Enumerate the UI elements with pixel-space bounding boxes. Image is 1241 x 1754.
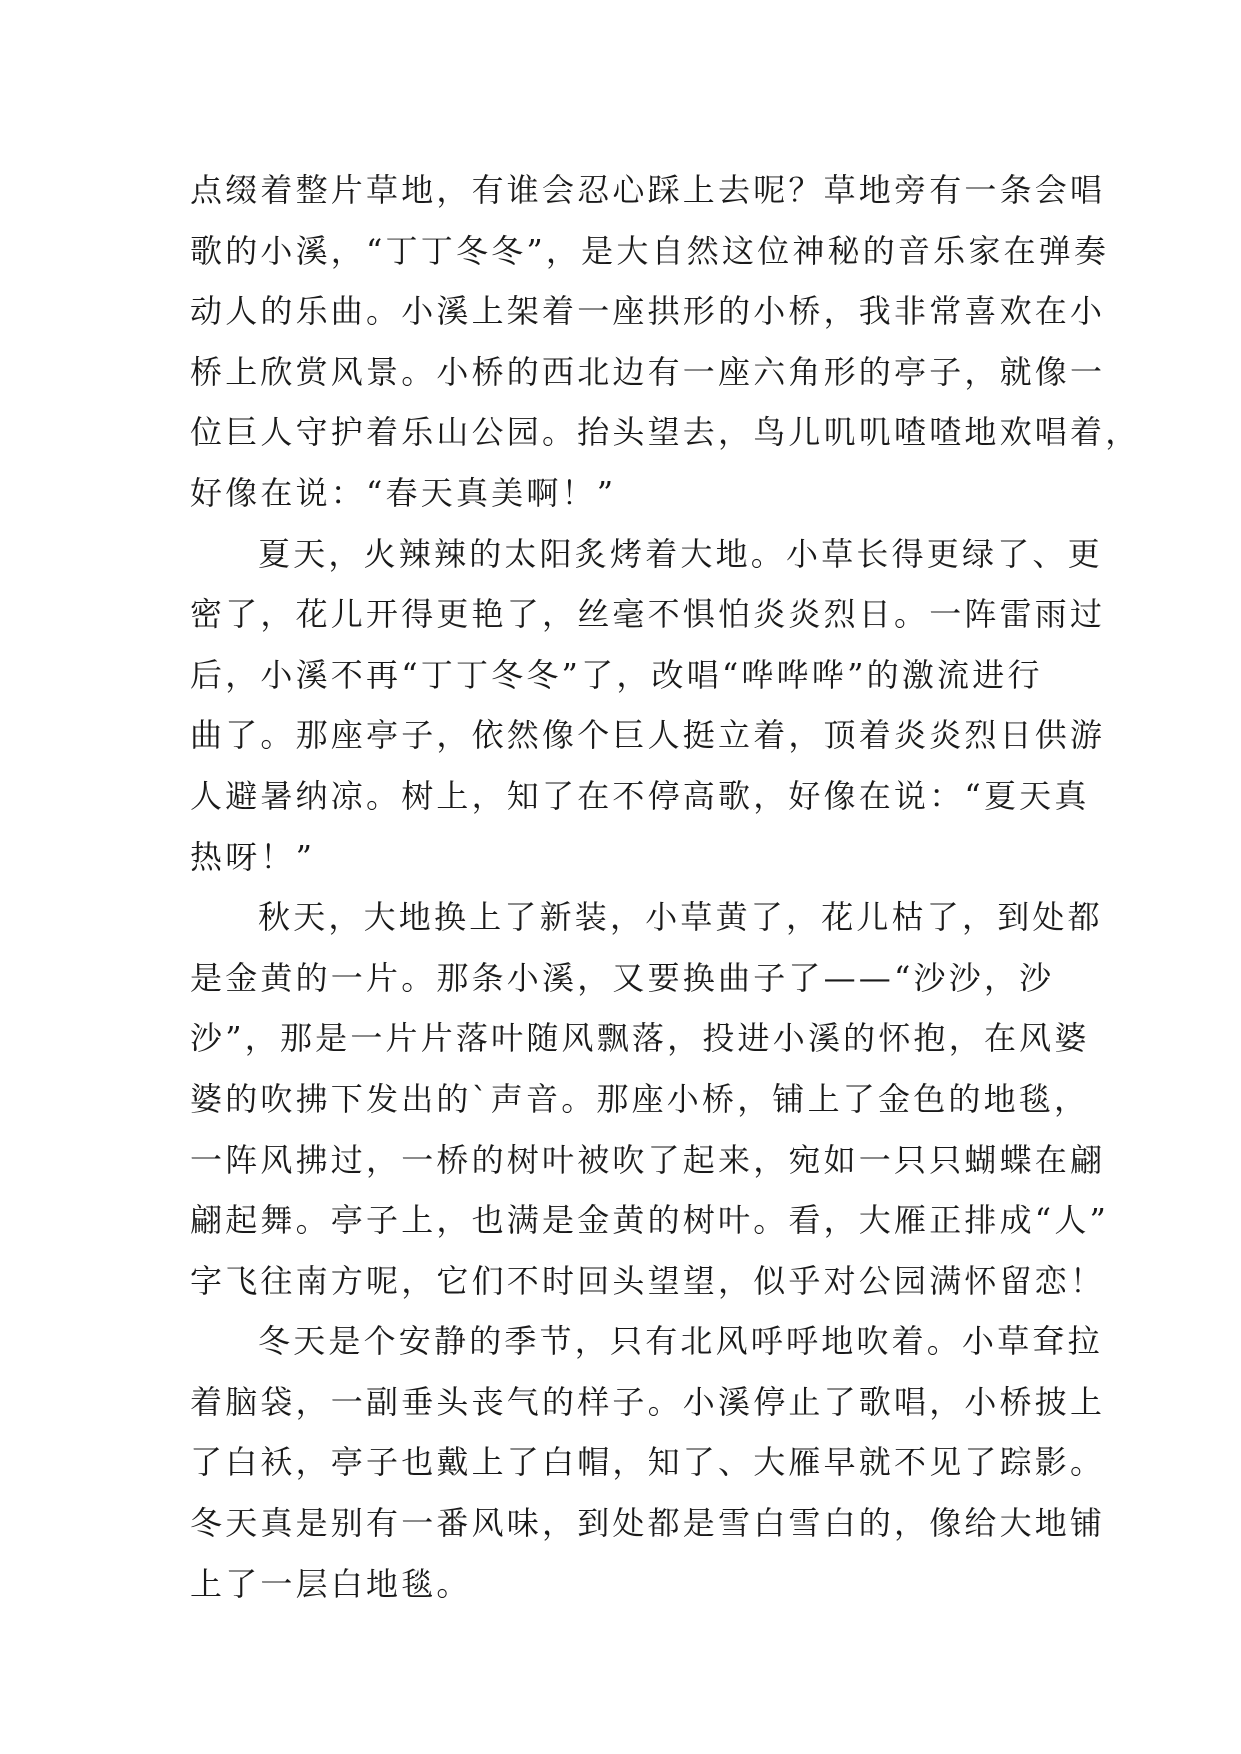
paragraph-winter	[190, 1311, 1106, 1614]
paragraph-spring	[190, 160, 1141, 524]
text-line: 后，小溪不再“丁丁冬冬”了，改唱“哗哗哗”的激流进行	[190, 655, 1043, 694]
text-line: 着脑袋，一副垂头丧气的样子。小溪停止了歌唱，小桥披上	[190, 1382, 1106, 1421]
text-line: 夏天，火辣辣的太阳炙烤着大地。小草长得更绿了、更	[258, 534, 1103, 573]
text-line: 翩起舞。亭子上，也满是金黄的树叶。看，大雁正排成“人”	[190, 1201, 1110, 1240]
paragraph-summer	[190, 524, 1106, 888]
text-line: 一阵风拂过，一桥的树叶被吹了起来，宛如一只只蝴蝶在翩	[190, 1140, 1106, 1179]
text-line: 歌的小溪，“丁丁冬冬”，是大自然这位神秘的音乐家在弹奏	[190, 231, 1110, 270]
text-line: 上了一层白地毯。	[190, 1564, 472, 1603]
text-line: 密了，花儿开得更艳了，丝毫不惧怕炎炎烈日。一阵雷雨过	[190, 595, 1106, 634]
text-line: 位巨人守护着乐山公园。抬头望去，鸟儿叽叽喳喳地欢唱着，	[190, 413, 1141, 452]
text-line: 人避暑纳凉。树上，知了在不停高歌，好像在说：“夏天真	[190, 776, 1090, 815]
paragraph-autumn	[190, 887, 1110, 1311]
text-line: 婆的吹拂下发出的`声音。那座小桥，铺上了金色的地毯，	[190, 1079, 1090, 1118]
text-line: 曲了。那座亭子，依然像个巨人挺立着，顶着炎炎烈日供游	[190, 716, 1106, 755]
text-line: 动人的乐曲。小溪上架着一座拱形的小桥，我非常喜欢在小	[190, 292, 1106, 331]
text-line: 热呀！”	[190, 837, 316, 876]
text-line: 好像在说：“春天真美啊！”	[190, 473, 617, 512]
text-line: 秋天，大地换上了新装，小草黄了，花儿枯了，到处都	[258, 898, 1103, 937]
text-line: 字飞往南方呢，它们不时回头望望，似乎对公园满怀留恋！	[190, 1261, 1106, 1300]
text-line: 了白袄，亭子也戴上了白帽，知了、大雁早就不见了踪影。	[190, 1443, 1106, 1482]
text-line: 桥上欣赏风景。小桥的西北边有一座六角形的亭子，就像一	[190, 352, 1106, 391]
text-line: 点缀着整片草地，有谁会忍心踩上去呢？草地旁有一条会唱	[190, 171, 1106, 209]
text-line: 冬天真是别有一番风味，到处都是雪白雪白的，像给大地铺	[190, 1504, 1106, 1543]
text-line: 沙”，那是一片片落叶随风飘落，投进小溪的怀抱，在风婆	[190, 1019, 1090, 1058]
text-line: 冬天是个安静的季节，只有北风呼呼地吹着。小草耷拉	[258, 1322, 1103, 1361]
document-body	[190, 160, 1141, 1614]
text-line: 是金黄的一片。那条小溪，又要换曲子了——“沙沙，沙	[190, 958, 1055, 997]
